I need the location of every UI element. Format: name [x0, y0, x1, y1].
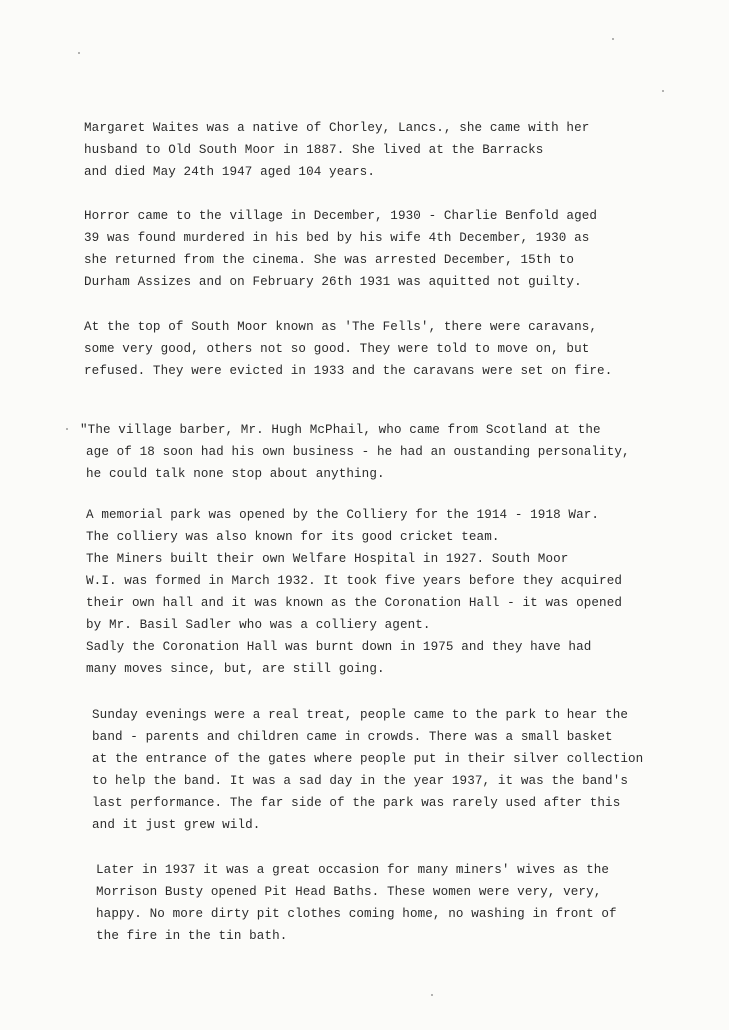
text-line: and it just grew wild. — [92, 818, 261, 832]
text-line: Margaret Waites was a native of Chorley, Lancs., she came with her — [84, 121, 590, 135]
text-line: 39 was found murdered in his bed by his wife 4th December, 1930 as — [84, 231, 590, 245]
text-line: "The village barber, Mr. Hugh McPhail, who came from Scotland at the — [80, 423, 601, 437]
text-line: Durham Assizes and on February 26th 1931 was aquitted not guilty. — [84, 275, 582, 289]
scan-speck — [662, 90, 664, 92]
text-line: Later in 1937 it was a great occasion for many miners' wives as the — [96, 863, 610, 877]
text-line: Sunday evenings were a real treat, people came to the park to hear the — [92, 708, 629, 722]
text-line: to help the band. It was a sad day in the year 1937, it was the band's — [92, 774, 629, 788]
text-line: happy. No more dirty pit clothes coming home, no washing in front of — [96, 907, 617, 921]
text-line: band - parents and children came in crowds. There was a small basket — [92, 730, 613, 744]
scan-speck — [78, 52, 80, 54]
text-line: by Mr. Basil Sadler who was a colliery agent. — [86, 618, 431, 632]
text-line: A memorial park was opened by the Colliery for the 1914 - 1918 War. — [86, 508, 600, 522]
text-line: she returned from the cinema. She was arrested December, 15th to — [84, 253, 575, 267]
text-line: he could talk none stop about anything. — [86, 467, 385, 481]
text-line: At the top of South Moor known as 'The Fells', there were caravans, — [84, 320, 598, 334]
text-line: some very good, others not so good. They were told to move on, but — [84, 342, 590, 356]
text-line: The Miners built their own Welfare Hospital in 1927. South Moor — [86, 552, 569, 566]
text-line: the fire in the tin bath. — [96, 929, 288, 943]
text-line: and died May 24th 1947 aged 104 years. — [84, 165, 375, 179]
text-line: many moves since, but, are still going. — [86, 662, 385, 676]
text-line: their own hall and it was known as the Coronation Hall - it was opened — [86, 596, 623, 610]
scan-speck — [431, 994, 433, 996]
text-line: refused. They were evicted in 1933 and the caravans were set on fire. — [84, 364, 613, 378]
scan-speck — [66, 428, 68, 430]
text-line: Horror came to the village in December, 1930 - Charlie Benfold aged — [84, 209, 598, 223]
text-line: age of 18 soon had his own business - he had an oustanding personality, — [86, 445, 630, 459]
scan-speck — [612, 38, 614, 40]
text-line: W.I. was formed in March 1932. It took five years before they acquired — [86, 574, 623, 588]
text-line: Morrison Busty opened Pit Head Baths. These women were very, very, — [96, 885, 602, 899]
text-line: The colliery was also known for its good cricket team. — [86, 530, 500, 544]
text-line: last performance. The far side of the park was rarely used after this — [92, 796, 621, 810]
text-line: at the entrance of the gates where people put in their silver collection — [92, 752, 644, 766]
text-line: Sadly the Coronation Hall was burnt down in 1975 and they have had — [86, 640, 592, 654]
text-line: husband to Old South Moor in 1887. She lived at the Barracks — [84, 143, 544, 157]
